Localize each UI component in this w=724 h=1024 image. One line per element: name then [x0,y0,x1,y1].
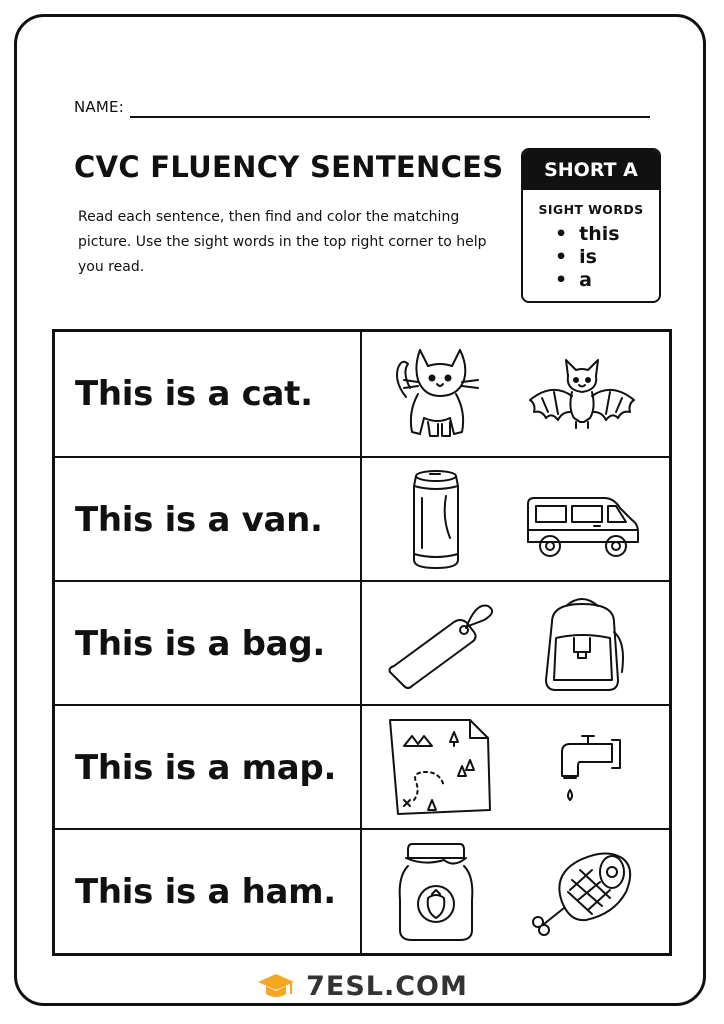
worksheet-title: CVC FLUENCY SENTENCES [74,150,504,184]
van-icon[interactable] [522,468,642,572]
picture-cell [362,582,669,706]
sight-word: • a [555,269,659,292]
sight-word-list [523,223,659,292]
table-row [55,828,669,954]
tag-icon[interactable] [384,592,504,696]
jam-jar-icon[interactable] [384,840,504,944]
table-row [55,332,669,456]
sight-box-header: SHORT A [523,150,659,190]
picture-cell [362,458,669,582]
picture-cell [362,830,669,954]
name-label: NAME: [74,98,124,116]
table-row [55,580,669,706]
sight-word: • this [555,223,659,246]
brand-wordmark: 7ESL.COM [306,970,468,1002]
ham-icon[interactable] [522,840,642,944]
name-line[interactable] [130,116,650,118]
picture-cell [362,706,669,830]
table-row [55,456,669,582]
sight-words-box [521,148,661,303]
backpack-icon[interactable] [522,592,642,696]
picture-cell [362,332,669,456]
faucet-icon[interactable] [522,716,642,820]
sentence-cell: This is a map. [55,706,362,830]
instructions: Read each sentence, then find and color the matching picture. Use the sight words in the top right corner to help you read. [78,209,487,275]
treasure-map-icon[interactable] [384,716,504,820]
graduation-cap-icon [256,970,296,1002]
sentence-table [52,329,672,956]
sentence-cell: This is a cat. [55,332,362,456]
sight-word: • is [555,246,659,269]
footer-brand [0,966,724,1006]
soda-can-icon[interactable] [384,468,504,572]
sentence-cell: This is a bag. [55,582,362,706]
sentence-cell: This is a ham. [55,830,362,954]
bat-icon[interactable] [522,342,642,446]
cat-icon[interactable] [384,342,504,446]
sentence-cell: This is a van. [55,458,362,582]
table-row [55,704,669,830]
sight-box-subheader: SIGHT WORDS [538,202,644,217]
name-row [74,96,650,122]
